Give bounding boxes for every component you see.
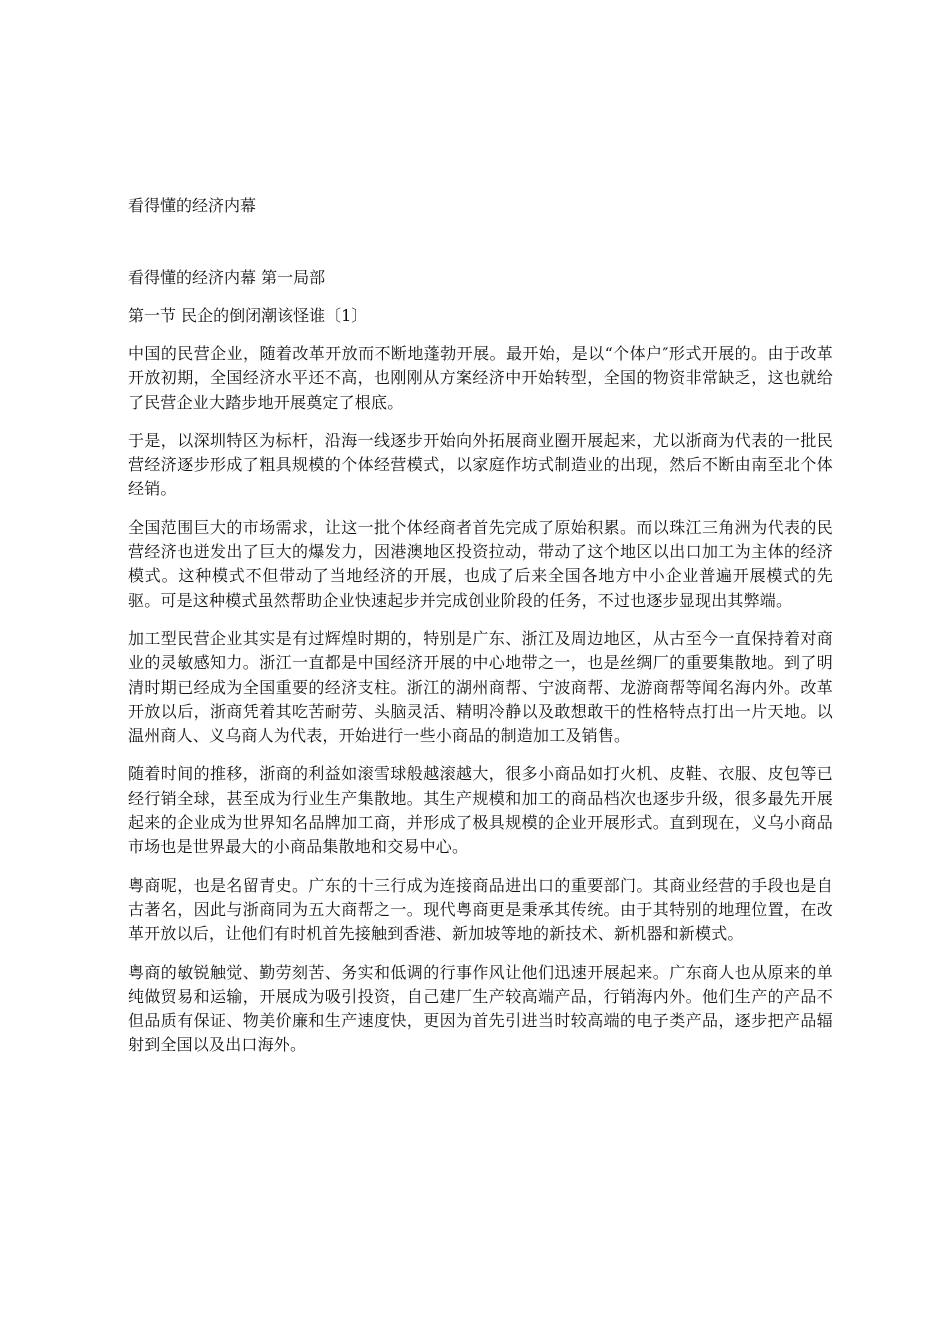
paragraph: 中国的民营企业，随着改革开放而不断地蓬勃开展。最开始，是以“个体户″形式开展的。由于改革开放初期，全国经济水平还不高，也刚刚从方案经济中开始转型，全国的物资非常缺乏，这也就给了民营企业大踏步地开展奠定了根底。	[128, 344, 833, 412]
section-heading: 第一节 民企的倒闭潮该怪谁〔1〕	[128, 306, 368, 325]
paragraph: 随着时间的推移，浙商的利益如滚雪球般越滚越大，很多小商品如打火机、皮鞋、衣服、皮包等已经行销全球，甚至成为行业生产集散地。其生产规模和加工的商品档次也逐步升级，很多最先开展起来的企业成为世界知名品牌加工商，并形成了极具规模的企业开展形式。直到现在，义乌小商品市场也是世界最大的小商品集散地和交易中心。	[128, 764, 833, 857]
paragraph: 粤商的敏锐触觉、勤劳刻苦、务实和低调的行事作风让他们迅速开展起来。广东商人也从原来的单纯做贸易和运输，开展成为吸引投资，自己建厂生产较高端产品，行销海内外。他们生产的产品不但品质有保证、物美价廉和生产速度快，更因为首先引进当时较高端的电子类产品，逐步把产品辐射到全国以及出口海外。	[128, 962, 833, 1055]
paragraph: 粤商呢，也是名留青史。广东的十三行成为连接商品进出口的重要部门。其商业经营的手段也是自古著名，因此与浙商同为五大商帮之一。现代粤商更是秉承其传统。由于其特别的地理位置，在改革开放以后，让他们有时机首先接触到香港、新加坡等地的新技术、新机器和新模式。	[128, 875, 833, 944]
paragraph: 全国范围巨大的市场需求，让这一批个体经商者首先完成了原始积累。而以珠江三角洲为代表的民营经济也迸发出了巨大的爆发力，因港澳地区投资拉动，带动了这个地区以出口加工为主体的经济模式。这种模式不但带动了当地经济的开展，也成了后来全国各地方中小企业普遍开展模式的先驱。可是这种模式虽然帮助企业快速起步并完成创业阶段的任务，不过也逐步显现出其弊端。	[128, 517, 833, 610]
paragraph: 加工型民营企业其实是有过辉煌时期的，特别是广东、浙江及周边地区，从古至今一直保持着对商业的灵敏感知力。浙江一直都是中国经济开展的中心地带之一，也是丝绸厂的重要集散地。到了明清时期已经成为全国重要的经济支柱。浙江的湖州商帮、宁波商帮、龙游商帮等闻名海内外。改革开放以后，浙商凭着其吃苦耐劳、头脑灵活、精明冷静以及敢想敢干的性格特点打出一片天地。以温州商人、义乌商人为代表，开始进行一些小商品的制造加工及销售。	[128, 628, 833, 746]
paragraph: 于是，以深圳特区为标杆，沿海一线逐步开始向外拓展商业圈开展起来，尤以浙商为代表的一批民营经济逐步形成了粗具规模的个体经营模式，以家庭作坊式制造业的出现，然后不断由南至北个体经销。	[128, 430, 833, 499]
part-heading: 看得懂的经济内幕 第一局部	[128, 268, 326, 287]
body-text	[128, 342, 833, 1072]
document-title: 看得懂的经济内幕	[128, 196, 257, 215]
